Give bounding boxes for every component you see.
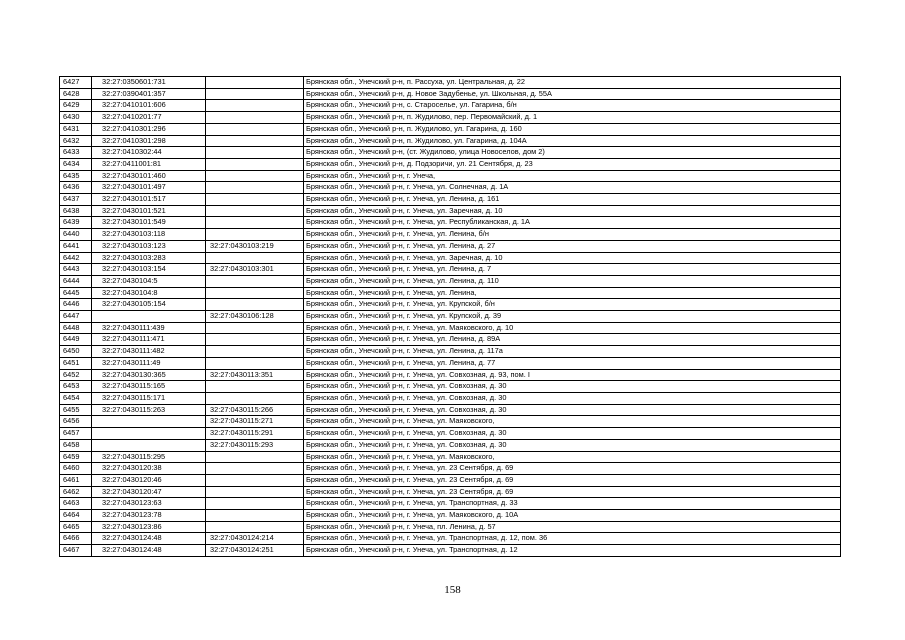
address-cell: Брянская обл., Унечский р-н, г. Унеча, ул. Маяковского, д. 10 xyxy=(304,322,841,334)
row-number-cell: 6443 xyxy=(60,264,92,276)
parent-cadastral-number-cell: 32:27:0430115:271 xyxy=(206,416,304,428)
cadastral-number-cell: 32:27:0430104:8 xyxy=(92,287,206,299)
table-row xyxy=(60,264,841,276)
table-row xyxy=(60,287,841,299)
cadastral-number-cell: 32:27:0430115:171 xyxy=(92,392,206,404)
cadastral-number-cell: 32:27:0410101:606 xyxy=(92,100,206,112)
cadastral-number-cell: 32:27:0410301:298 xyxy=(92,135,206,147)
registry-table-body xyxy=(60,77,841,557)
row-number-cell: 6435 xyxy=(60,170,92,182)
cadastral-number-cell: 32:27:0410302:44 xyxy=(92,147,206,159)
parent-cadastral-number-cell xyxy=(206,88,304,100)
row-number-cell: 6437 xyxy=(60,194,92,206)
parent-cadastral-number-cell xyxy=(206,100,304,112)
table-row xyxy=(60,404,841,416)
parent-cadastral-number-cell xyxy=(206,521,304,533)
address-cell: Брянская обл., Унечский р-н, г. Унеча, ул. Республиканская, д. 1А xyxy=(304,217,841,229)
address-cell: Брянская обл., Унечский р-н, п. Рассуха, ул. Центральная, д. 22 xyxy=(304,77,841,89)
parent-cadastral-number-cell xyxy=(206,346,304,358)
row-number-cell: 6465 xyxy=(60,521,92,533)
cadastral-number-cell: 32:27:0430130:365 xyxy=(92,369,206,381)
address-cell: Брянская обл., Унечский р-н, г. Унеча, ул. Заречная, д. 10 xyxy=(304,252,841,264)
row-number-cell: 6466 xyxy=(60,533,92,545)
cadastral-number-cell: 32:27:0430115:165 xyxy=(92,381,206,393)
table-row xyxy=(60,545,841,557)
parent-cadastral-number-cell xyxy=(206,112,304,124)
row-number-cell: 6458 xyxy=(60,439,92,451)
table-row xyxy=(60,498,841,510)
address-cell: Брянская обл., Унечский р-н, д. Новое Задубенье, ул. Школьная, д. 55А xyxy=(304,88,841,100)
parent-cadastral-number-cell xyxy=(206,498,304,510)
parent-cadastral-number-cell: 32:27:0430103:301 xyxy=(206,264,304,276)
cadastral-number-cell: 32:27:0430123:78 xyxy=(92,510,206,522)
parent-cadastral-number-cell xyxy=(206,123,304,135)
cadastral-number-cell: 32:27:0430101:497 xyxy=(92,182,206,194)
parent-cadastral-number-cell xyxy=(206,357,304,369)
row-number-cell: 6467 xyxy=(60,545,92,557)
address-cell: Брянская обл., Унечский р-н, г. Унеча, ул. Маяковского, xyxy=(304,416,841,428)
registry-table xyxy=(59,76,841,557)
parent-cadastral-number-cell xyxy=(206,147,304,159)
cadastral-number-cell: 32:27:0430101:460 xyxy=(92,170,206,182)
table-row xyxy=(60,147,841,159)
cadastral-number-cell: 32:27:0430103:118 xyxy=(92,229,206,241)
parent-cadastral-number-cell xyxy=(206,451,304,463)
parent-cadastral-number-cell xyxy=(206,275,304,287)
table-row xyxy=(60,369,841,381)
cadastral-number-cell: 32:27:0430115:263 xyxy=(92,404,206,416)
cadastral-number-cell: 32:27:0430111:482 xyxy=(92,346,206,358)
table-row xyxy=(60,428,841,440)
table-row xyxy=(60,123,841,135)
cadastral-number-cell: 32:27:0430111:439 xyxy=(92,322,206,334)
cadastral-number-cell: 32:27:0430103:283 xyxy=(92,252,206,264)
address-cell: Брянская обл., Унечский р-н, г. Унеча, ул. Совхозная, д. 30 xyxy=(304,439,841,451)
address-cell: Брянская обл., Унечский р-н, п. Жудилово, пер. Первомайский, д. 1 xyxy=(304,112,841,124)
table-row xyxy=(60,275,841,287)
row-number-cell: 6452 xyxy=(60,369,92,381)
table-row xyxy=(60,381,841,393)
table-row xyxy=(60,334,841,346)
table-row xyxy=(60,474,841,486)
row-number-cell: 6450 xyxy=(60,346,92,358)
table-row xyxy=(60,486,841,498)
table-row xyxy=(60,357,841,369)
parent-cadastral-number-cell: 32:27:0430115:266 xyxy=(206,404,304,416)
address-cell: Брянская обл., Унечский р-н, (ст. Жудилово, улица Новоселов, дом 2) xyxy=(304,147,841,159)
row-number-cell: 6451 xyxy=(60,357,92,369)
address-cell: Брянская обл., Унечский р-н, г. Унеча, ул. Крупской, б/н xyxy=(304,299,841,311)
address-cell: Брянская обл., Унечский р-н, г. Унеча, ул. Ленина, д. 89А xyxy=(304,334,841,346)
page-number: 158 xyxy=(444,584,461,596)
table-row xyxy=(60,158,841,170)
row-number-cell: 6444 xyxy=(60,275,92,287)
table-row xyxy=(60,346,841,358)
table-row xyxy=(60,217,841,229)
table-row xyxy=(60,88,841,100)
address-cell: Брянская обл., Унечский р-н, г. Унеча, ул. Ленина, д. 7 xyxy=(304,264,841,276)
parent-cadastral-number-cell xyxy=(206,287,304,299)
address-cell: Брянская обл., Унечский р-н, г. Унеча, ул. 23 Сентября, д. 69 xyxy=(304,486,841,498)
address-cell: Брянская обл., Унечский р-н, г. Унеча, ул. Ленина, д. 27 xyxy=(304,240,841,252)
row-number-cell: 6457 xyxy=(60,428,92,440)
address-cell: Брянская обл., Унечский р-н, г. Унеча, ул. Ленина, д. 161 xyxy=(304,194,841,206)
row-number-cell: 6464 xyxy=(60,510,92,522)
cadastral-number-cell xyxy=(92,416,206,428)
row-number-cell: 6442 xyxy=(60,252,92,264)
row-number-cell: 6439 xyxy=(60,217,92,229)
parent-cadastral-number-cell xyxy=(206,135,304,147)
parent-cadastral-number-cell xyxy=(206,486,304,498)
cadastral-number-cell: 32:27:0430101:517 xyxy=(92,194,206,206)
address-cell: Брянская обл., Унечский р-н, г. Унеча, ул. Совхозная, д. 93, пом. I xyxy=(304,369,841,381)
parent-cadastral-number-cell xyxy=(206,170,304,182)
cadastral-number-cell: 32:27:0430123:63 xyxy=(92,498,206,510)
address-cell: Брянская обл., Унечский р-н, г. Унеча, ул. Заречная, д. 10 xyxy=(304,205,841,217)
cadastral-number-cell: 32:27:0430101:549 xyxy=(92,217,206,229)
row-number-cell: 6461 xyxy=(60,474,92,486)
cadastral-number-cell xyxy=(92,311,206,323)
row-number-cell: 6462 xyxy=(60,486,92,498)
cadastral-number-cell: 32:27:0430120:47 xyxy=(92,486,206,498)
row-number-cell: 6434 xyxy=(60,158,92,170)
table-row xyxy=(60,451,841,463)
address-cell: Брянская обл., Унечский р-н, г. Унеча, ул. 23 Сентября, д. 69 xyxy=(304,474,841,486)
parent-cadastral-number-cell xyxy=(206,322,304,334)
table-row xyxy=(60,135,841,147)
row-number-cell: 6428 xyxy=(60,88,92,100)
parent-cadastral-number-cell xyxy=(206,77,304,89)
parent-cadastral-number-cell xyxy=(206,252,304,264)
row-number-cell: 6453 xyxy=(60,381,92,393)
row-number-cell: 6456 xyxy=(60,416,92,428)
row-number-cell: 6447 xyxy=(60,311,92,323)
cadastral-number-cell: 32:27:0411001:81 xyxy=(92,158,206,170)
parent-cadastral-number-cell: 32:27:0430103:219 xyxy=(206,240,304,252)
address-cell: Брянская обл., Унечский р-н, г. Унеча, ул. Ленина, xyxy=(304,287,841,299)
parent-cadastral-number-cell xyxy=(206,334,304,346)
table-row xyxy=(60,112,841,124)
parent-cadastral-number-cell xyxy=(206,381,304,393)
row-number-cell: 6454 xyxy=(60,392,92,404)
cadastral-number-cell: 32:27:0430124:48 xyxy=(92,533,206,545)
parent-cadastral-number-cell: 32:27:0430106:128 xyxy=(206,311,304,323)
address-cell: Брянская обл., Унечский р-н, г. Унеча, ул. Ленина, д. 77 xyxy=(304,357,841,369)
table-row xyxy=(60,229,841,241)
table-row xyxy=(60,182,841,194)
parent-cadastral-number-cell xyxy=(206,299,304,311)
parent-cadastral-number-cell xyxy=(206,205,304,217)
table-row xyxy=(60,322,841,334)
table-row xyxy=(60,510,841,522)
cadastral-number-cell xyxy=(92,428,206,440)
row-number-cell: 6448 xyxy=(60,322,92,334)
address-cell: Брянская обл., Унечский р-н, г. Унеча, ул. Совхозная, д. 30 xyxy=(304,404,841,416)
cadastral-number-cell: 32:27:0430120:46 xyxy=(92,474,206,486)
table-row xyxy=(60,100,841,112)
row-number-cell: 6438 xyxy=(60,205,92,217)
row-number-cell: 6433 xyxy=(60,147,92,159)
table-row xyxy=(60,416,841,428)
row-number-cell: 6431 xyxy=(60,123,92,135)
table-row xyxy=(60,194,841,206)
cadastral-number-cell: 32:27:0410301:296 xyxy=(92,123,206,135)
row-number-cell: 6449 xyxy=(60,334,92,346)
table-row xyxy=(60,463,841,475)
row-number-cell: 6459 xyxy=(60,451,92,463)
parent-cadastral-number-cell: 32:27:0430124:251 xyxy=(206,545,304,557)
cadastral-number-cell: 32:27:0430103:154 xyxy=(92,264,206,276)
table-row xyxy=(60,392,841,404)
cadastral-number-cell: 32:27:0430104:5 xyxy=(92,275,206,287)
row-number-cell: 6445 xyxy=(60,287,92,299)
address-cell: Брянская обл., Унечский р-н, г. Унеча, ул. Маяковского, xyxy=(304,451,841,463)
address-cell: Брянская обл., Унечский р-н, п. Жудилово, ул. Гагарина, д. 104А xyxy=(304,135,841,147)
table-row xyxy=(60,439,841,451)
cadastral-number-cell: 32:27:0410201:77 xyxy=(92,112,206,124)
parent-cadastral-number-cell: 32:27:0430124:214 xyxy=(206,533,304,545)
table-row xyxy=(60,533,841,545)
row-number-cell: 6463 xyxy=(60,498,92,510)
address-cell: Брянская обл., Унечский р-н, п. Жудилово, ул. Гагарина, д. 160 xyxy=(304,123,841,135)
row-number-cell: 6441 xyxy=(60,240,92,252)
parent-cadastral-number-cell xyxy=(206,182,304,194)
row-number-cell: 6432 xyxy=(60,135,92,147)
table-row xyxy=(60,252,841,264)
cadastral-number-cell: 32:27:0430111:471 xyxy=(92,334,206,346)
address-cell: Брянская обл., Унечский р-н, г. Унеча, ул. Совхозная, д. 30 xyxy=(304,392,841,404)
row-number-cell: 6436 xyxy=(60,182,92,194)
cadastral-number-cell: 32:27:0430123:86 xyxy=(92,521,206,533)
table-row xyxy=(60,170,841,182)
row-number-cell: 6460 xyxy=(60,463,92,475)
parent-cadastral-number-cell xyxy=(206,158,304,170)
address-cell: Брянская обл., Унечский р-н, г. Унеча, ул. Транспортная, д. 33 xyxy=(304,498,841,510)
cadastral-number-cell: 32:27:0430115:295 xyxy=(92,451,206,463)
registry-table-container xyxy=(59,76,840,557)
address-cell: Брянская обл., Унечский р-н, г. Унеча, пл. Ленина, д. 57 xyxy=(304,521,841,533)
address-cell: Брянская обл., Унечский р-н, г. Унеча, ул. Солнечная, д. 1А xyxy=(304,182,841,194)
address-cell: Брянская обл., Унечский р-н, г. Унеча, ул. 23 Сентября, д. 69 xyxy=(304,463,841,475)
table-row xyxy=(60,240,841,252)
table-row xyxy=(60,521,841,533)
row-number-cell: 6455 xyxy=(60,404,92,416)
cadastral-number-cell: 32:27:0430103:123 xyxy=(92,240,206,252)
address-cell: Брянская обл., Унечский р-н, г. Унеча, ул. Транспортная, д. 12, пом. 36 xyxy=(304,533,841,545)
address-cell: Брянская обл., Унечский р-н, г. Унеча, ул. Совхозная, д. 30 xyxy=(304,381,841,393)
row-number-cell: 6430 xyxy=(60,112,92,124)
parent-cadastral-number-cell xyxy=(206,217,304,229)
row-number-cell: 6440 xyxy=(60,229,92,241)
cadastral-number-cell xyxy=(92,439,206,451)
cadastral-number-cell: 32:27:0390401:357 xyxy=(92,88,206,100)
cadastral-number-cell: 32:27:0350601:731 xyxy=(92,77,206,89)
address-cell: Брянская обл., Унечский р-н, г. Унеча, ул. Транспортная, д. 12 xyxy=(304,545,841,557)
address-cell: Брянская обл., Унечский р-н, г. Унеча, ул. Совхозная, д. 30 xyxy=(304,428,841,440)
table-row xyxy=(60,311,841,323)
parent-cadastral-number-cell xyxy=(206,194,304,206)
address-cell: Брянская обл., Унечский р-н, с. Староселье, ул. Гагарина, б/н xyxy=(304,100,841,112)
address-cell: Брянская обл., Унечский р-н, г. Унеча, ул. Маяковского, д. 10А xyxy=(304,510,841,522)
address-cell: Брянская обл., Унечский р-н, г. Унеча, ул. Крупской, д. 39 xyxy=(304,311,841,323)
parent-cadastral-number-cell xyxy=(206,229,304,241)
address-cell: Брянская обл., Унечский р-н, г. Унеча, xyxy=(304,170,841,182)
row-number-cell: 6427 xyxy=(60,77,92,89)
cadastral-number-cell: 32:27:0430105:154 xyxy=(92,299,206,311)
row-number-cell: 6429 xyxy=(60,100,92,112)
address-cell: Брянская обл., Унечский р-н, д. Подзоричи, ул. 21 Сентября, д. 23 xyxy=(304,158,841,170)
cadastral-number-cell: 32:27:0430111:49 xyxy=(92,357,206,369)
parent-cadastral-number-cell xyxy=(206,474,304,486)
parent-cadastral-number-cell: 32:27:0430113:351 xyxy=(206,369,304,381)
parent-cadastral-number-cell xyxy=(206,510,304,522)
cadastral-number-cell: 32:27:0430101:521 xyxy=(92,205,206,217)
address-cell: Брянская обл., Унечский р-н, г. Унеча, ул. Ленина, б/н xyxy=(304,229,841,241)
table-row xyxy=(60,205,841,217)
parent-cadastral-number-cell: 32:27:0430115:291 xyxy=(206,428,304,440)
table-row xyxy=(60,77,841,89)
row-number-cell: 6446 xyxy=(60,299,92,311)
parent-cadastral-number-cell: 32:27:0430115:293 xyxy=(206,439,304,451)
address-cell: Брянская обл., Унечский р-н, г. Унеча, ул. Ленина, д. 117а xyxy=(304,346,841,358)
cadastral-number-cell: 32:27:0430120:38 xyxy=(92,463,206,475)
cadastral-number-cell: 32:27:0430124:48 xyxy=(92,545,206,557)
parent-cadastral-number-cell xyxy=(206,392,304,404)
address-cell: Брянская обл., Унечский р-н, г. Унеча, ул. Ленина, д. 110 xyxy=(304,275,841,287)
table-row xyxy=(60,299,841,311)
parent-cadastral-number-cell xyxy=(206,463,304,475)
